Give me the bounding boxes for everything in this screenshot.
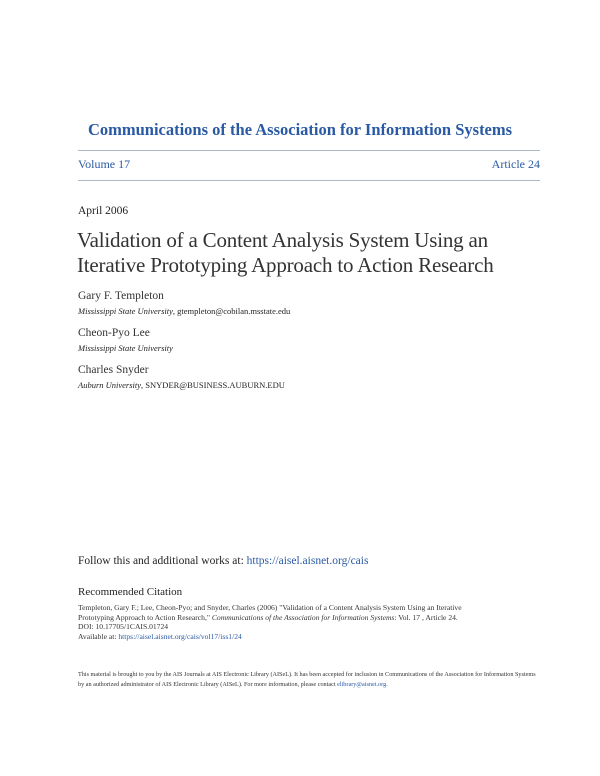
footer-notice — [78, 670, 540, 689]
affiliation-institution: Auburn University — [78, 380, 142, 390]
author-name: Gary F. Templeton — [78, 290, 164, 302]
header-divider-top — [78, 150, 540, 151]
author-affiliation — [78, 343, 173, 353]
available-label: Available at: — [78, 631, 119, 641]
citation-text: Prototyping Approach to Action Research," — [78, 612, 212, 622]
header-divider-bottom — [78, 180, 540, 181]
citation-line — [78, 613, 538, 623]
follow-text: Follow this and additional works at: — [78, 555, 247, 567]
journal-title[interactable]: Communications of the Association for Information Systems — [87, 120, 513, 139]
author-email[interactable]: , gtempleton@cobilan.msstate.edu — [172, 306, 291, 316]
author-affiliation — [78, 306, 290, 316]
footer-email-link[interactable]: elibrary@aisnet.org — [337, 680, 387, 688]
citation-available — [78, 632, 538, 642]
follow-line — [78, 555, 368, 567]
paper-title — [77, 228, 547, 278]
affiliation-institution: Mississippi State University — [78, 343, 173, 353]
affiliation-institution: Mississippi State University — [78, 306, 173, 316]
citation-block — [78, 603, 538, 641]
author-email[interactable]: , SNYDER@BUSINESS.AUBURN.EDU — [141, 380, 285, 390]
citation-line: Templeton, Gary F.; Lee, Cheon-Pyo; and Snyder, Charles (2006) "Validation of a Content Analysis System Using an Iterative — [78, 603, 462, 612]
citation-journal: Communications of the Association for Information Systems — [211, 612, 395, 622]
paper-title-line-1: Validation of a Content Analysis System Using an — [77, 228, 488, 252]
article-link[interactable]: Article 24 — [491, 157, 540, 171]
author-name: Cheon-Pyo Lee — [78, 327, 150, 339]
recommended-citation-heading: Recommended Citation — [78, 586, 183, 598]
footer-text: This material is brought to you by the AIS Journals at AIS Electronic Library (AISeL). It has been accepted for inclusion in Communications of the Association for Information Systems by an authorized administrator of AIS Electronic Library (AISeL). For more information, please contact — [78, 671, 536, 688]
volume-link[interactable]: Volume 17 — [78, 157, 131, 171]
author-name: Charles Snyder — [78, 364, 149, 376]
available-link[interactable]: https://aisel.aisnet.org/cais/vol17/iss1/24 — [118, 631, 242, 641]
follow-link[interactable]: https://aisel.aisnet.org/cais — [246, 555, 369, 567]
citation-doi: DOI: 10.17705/1CAIS.01724 — [78, 622, 169, 632]
publication-date: April 2006 — [78, 205, 129, 217]
paper-title-line-2: Iterative Prototyping Approach to Action Research — [77, 253, 494, 277]
citation-volume: : Vol. 17 , Article 24. — [394, 612, 458, 622]
author-affiliation — [78, 380, 285, 390]
footer-end: . — [386, 680, 388, 688]
